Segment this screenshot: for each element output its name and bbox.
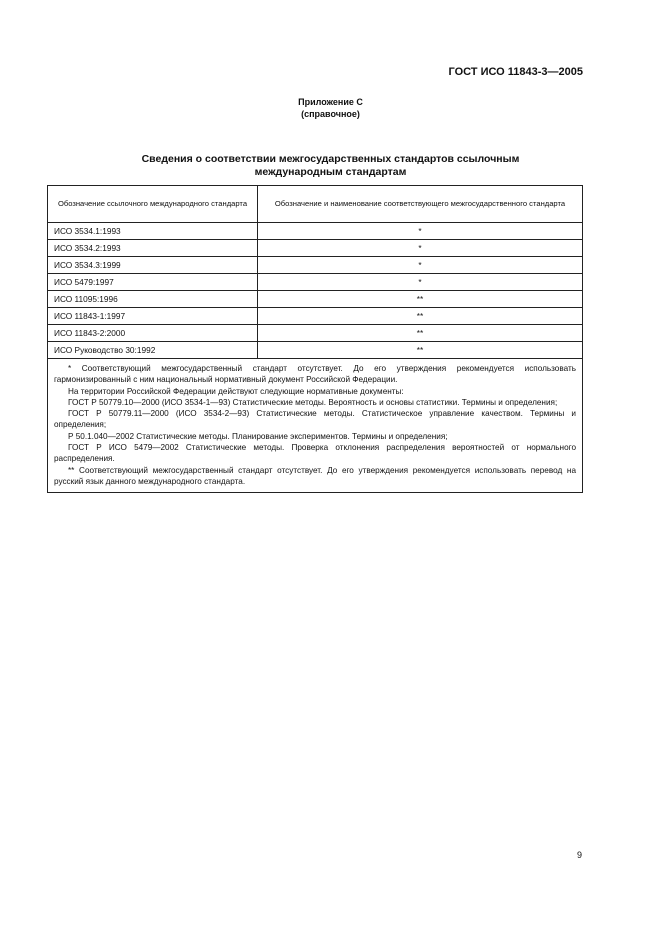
table-title-line-1: Сведения о соответствии межгосударственных стандартов ссылочным: [141, 153, 520, 165]
reference-standard-cell: ИСО 3534.3:1999: [48, 257, 258, 274]
table-row: [48, 223, 582, 240]
column-header-reference: Обозначение ссылочного международного стандарта: [48, 186, 258, 223]
corresponding-standard-cell: **: [258, 342, 583, 359]
page-number: 9: [576, 850, 582, 860]
table-row: [48, 342, 582, 359]
appendix-heading: [0, 96, 661, 120]
corresponding-standard-cell: **: [258, 325, 583, 342]
footnote-paragraph: Р 50.1.040—2002 Статистические методы. Планирование экспериментов. Термины и определения;: [68, 431, 448, 441]
reference-standard-cell: ИСО 3534.2:1993: [48, 240, 258, 257]
table-title-line-2: международным стандартам: [254, 166, 407, 178]
table-row: [48, 308, 582, 325]
reference-standard-cell: ИСО 5479:1997: [48, 274, 258, 291]
table-row: [48, 274, 582, 291]
table-row: [48, 240, 582, 257]
reference-standard-cell: ИСО 11843-1:1997: [48, 308, 258, 325]
appendix-title: Приложение С: [298, 97, 363, 107]
corresponding-standard-cell: **: [258, 291, 583, 308]
footnote-paragraph: ГОСТ Р 50779.11—2000 (ИСО 3534-2—93) Статистические методы. Статистическое управление качеством. Термины и определения;: [54, 409, 576, 430]
reference-standard-cell: ИСО 11843-2:2000: [48, 325, 258, 342]
table-footnotes: [48, 359, 582, 492]
reference-standard-cell: ИСО 3534.1:1993: [48, 223, 258, 240]
standards-table: [48, 186, 582, 359]
footnote-paragraph: * Соответствующий межгосударственный стандарт отсутствует. До его утверждения рекомендуется использовать гармонизированный с ним национальный нормативный документ Российской Федерации.: [54, 364, 576, 385]
reference-standard-cell: ИСО 11095:1996: [48, 291, 258, 308]
document-header: ГОСТ ИСО 11843-3—2005: [448, 66, 583, 78]
appendix-note: (справочное): [301, 109, 360, 119]
correspondence-table: [47, 185, 583, 493]
column-header-corresponding: Обозначение и наименование соответствующего межгосударственного стандарта: [258, 186, 583, 223]
corresponding-standard-cell: *: [258, 240, 583, 257]
table-row: [48, 257, 582, 274]
footnote-paragraph: ГОСТ Р ИСО 5479—2002 Статистические методы. Проверка отклонения распределения вероятностей от нормального распределения.: [54, 443, 576, 464]
footnote-paragraph: ** Соответствующий межгосударственный стандарт отсутствует. До его утверждения рекомендуется использовать перевод на русский язык данного международного стандарта.: [54, 465, 576, 486]
footnote-paragraph: ГОСТ Р 50779.10—2000 (ИСО 3534-1—93) Статистические методы. Вероятность и основы статистики. Термины и определения;: [68, 397, 558, 407]
table-row: [48, 291, 582, 308]
table-title: [0, 153, 661, 179]
corresponding-standard-cell: **: [258, 308, 583, 325]
table-row: [48, 325, 582, 342]
table-header-row: [48, 186, 582, 223]
corresponding-standard-cell: *: [258, 223, 583, 240]
corresponding-standard-cell: *: [258, 257, 583, 274]
corresponding-standard-cell: *: [258, 274, 583, 291]
footnote-paragraph: На территории Российской Федерации действуют следующие нормативные документы:: [68, 386, 404, 396]
reference-standard-cell: ИСО Руководство 30:1992: [48, 342, 258, 359]
